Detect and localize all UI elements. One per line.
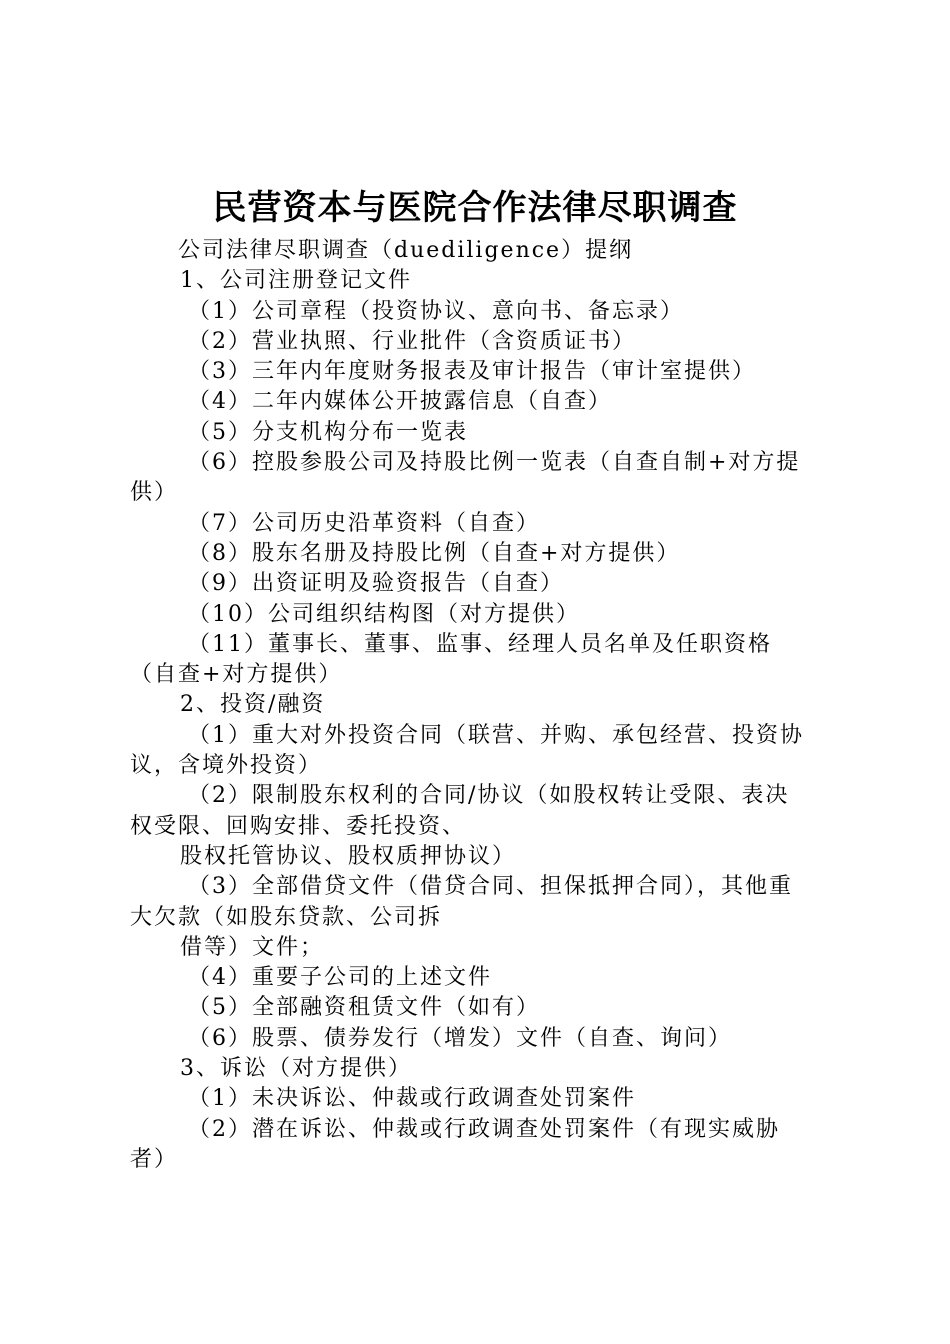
text-line: （2）潜在诉讼、仲裁或行政调查处罚案件（有现实威胁 [188,1116,780,1142]
text-line: （4）二年内媒体公开披露信息（自查） [188,389,612,415]
text-line: 股权托管协议、股权质押协议） [180,843,517,869]
text-line: 者） [130,1146,179,1172]
text-line: （4）重要子公司的上述文件 [188,965,492,991]
text-line: 议，含境外投资） [130,753,323,779]
text-line: （1）重大对外投资合同（联营、并购、承包经营、投资协 [188,722,804,748]
text-line: （6）控股参股公司及持股比例一览表（自查自制+对方提 [188,450,801,476]
text-line: 公司法律尽职调查（duediligence）提纲 [178,238,634,263]
text-line: （8）股东名册及持股比例（自查+对方提供） [188,540,681,566]
text-line: （3）全部借贷文件（借贷合同、担保抵押合同），其他重 [188,874,793,900]
text-line: 供） [130,480,179,506]
text-line: 1、公司注册登记文件 [180,268,412,294]
text-line: 2、投资/融资 [180,692,326,718]
text-line: （11）董事长、董事、监事、经理人员名单及任职资格 [188,631,772,657]
text-line: （自查+对方提供） [130,662,343,688]
text-line: 权受限、回购安排、委托投资、 [130,813,467,839]
text-line: （1）公司章程（投资协议、意向书、备忘录） [188,298,684,324]
text-line: 借等）文件； [180,934,325,960]
text-line: （3）三年内年度财务报表及审计报告（审计室提供） [188,359,756,385]
document-title: 民营资本与医院合作法律尽职调查 [212,188,738,228]
text-line: （2）限制股东权利的合同/协议（如股权转让受限、表决 [188,783,790,809]
document-body [130,236,830,1175]
text-line: （9）出资证明及验资报告（自查） [188,571,564,597]
text-line: 大欠款（如股东贷款、公司拆 [130,904,443,930]
text-line: （7）公司历史沿革资料（自查） [188,510,540,536]
text-line: （5）分支机构分布一览表 [188,419,468,445]
text-line: （2）营业执照、行业批件（含资质证书） [188,328,636,354]
text-line: 3、诉讼（对方提供） [180,1056,412,1082]
text-line: （10）公司组织结构图（对方提供） [188,601,580,627]
text-line: （6）股票、债券发行（增发）文件（自查、询问） [188,1025,732,1051]
text-line: （1）未决诉讼、仲裁或行政调查处罚案件 [188,1086,636,1112]
text-line: （5）全部融资租赁文件（如有） [188,995,540,1021]
